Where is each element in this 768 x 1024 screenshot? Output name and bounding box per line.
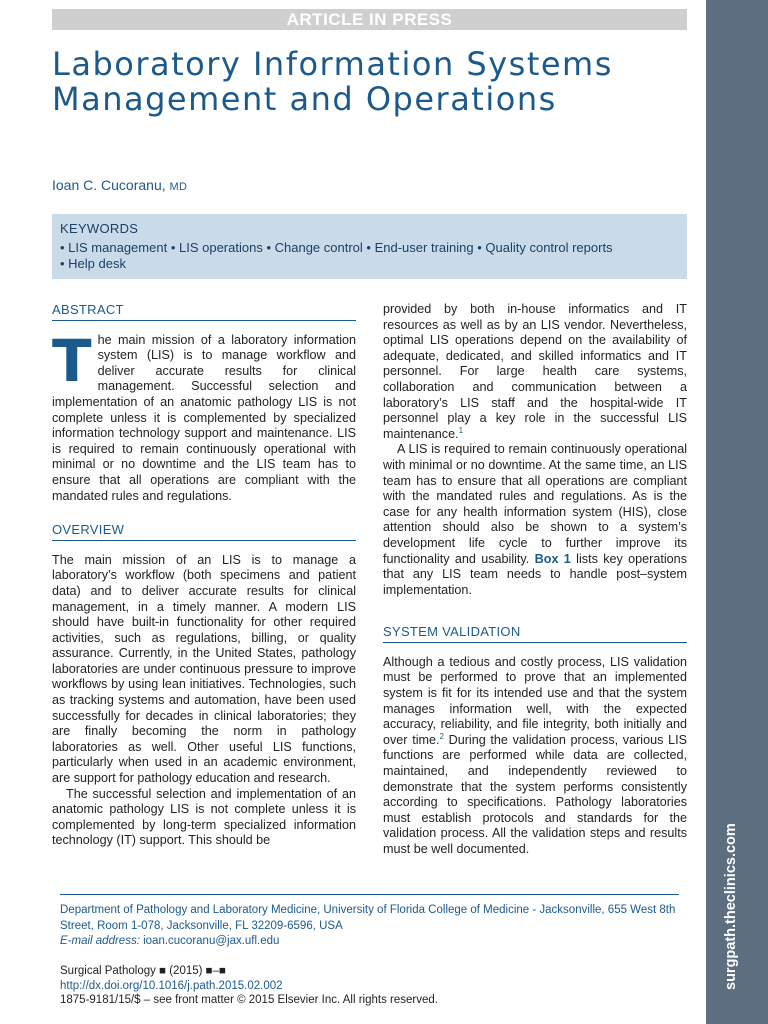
email-line	[60, 934, 679, 950]
abstract-paragraph	[52, 326, 356, 505]
keyword-item: • End-user training	[366, 240, 473, 255]
author-name: Ioan C. Cucoranu,	[52, 177, 166, 193]
journal-citation: Surgical Pathology ■ (2015) ■–■	[60, 964, 226, 977]
abstract-text: he main mission of a laboratory information system (LIS) is to manage workflow and deliver accurate results for clinical management. Successful selection and implementation of an anatomic pathology LIS is not complete unless it is complemented by specialized information technology support and maintenance. LIS is required to remain continuously operational with minimal or no downtime and the LIS team has to ensure that all operations are compliant with the mandated rules and regulations.	[52, 332, 356, 503]
right-paragraph-2-text: A LIS is required to remain continuously operational with minimal or no downtime. At the same time, an LIS team has to ensure that all operations are compliant with the mandated rules and regulations. As is the case for any health information system (HIS), close attention should also be shown to a system’s development life cycle to further improve its functionality and usability.	[383, 442, 687, 566]
overview-paragraph-2: The successful selection and implementation of an anatomic pathology LIS is not complete unless it is complemented by long-term specialized information technology (IT) support. This should be	[52, 786, 356, 848]
keyword-item: • LIS operations	[171, 240, 263, 255]
validation-paragraph	[383, 655, 687, 858]
affiliation: Department of Pathology and Laboratory Medicine, University of Florida College of Medicine - Jacksonville, 655 West 8th Street, Room 1-078, Jacksonville, FL 32209-6596, USA	[60, 904, 676, 932]
overview-heading: OVERVIEW	[52, 522, 356, 541]
right-paragraph-1	[383, 302, 687, 442]
validation-text-start: Although a tedious and costly process, LIS validation must be performed to prove that an implemented system is fit for its intended use and that the system manages information well, with the expected accuracy, reliability, and file integrity, both initially and over time.	[383, 654, 687, 747]
reference-1-link[interactable]: 1	[458, 425, 464, 435]
author-degree: MD	[169, 181, 188, 193]
abstract-heading: ABSTRACT	[52, 302, 356, 321]
box-1-link[interactable]: Box 1	[534, 551, 571, 566]
left-column	[52, 302, 356, 849]
keyword-item: • LIS management	[60, 240, 167, 255]
keywords-list	[60, 240, 679, 272]
validation-heading: SYSTEM VALIDATION	[383, 624, 687, 643]
article-footer	[60, 894, 679, 1008]
doi-link[interactable]: http://dx.doi.org/10.1016/j.path.2015.02.002	[60, 979, 283, 992]
email-label: E-mail address:	[60, 935, 140, 947]
overview-paragraph-1: The main mission of an LIS is to manage a laboratory’s workflow (both specimens and patient data) and to deliver accurate results for clinical management, in a timely manner. A modern LIS should have built-in functionality for other required activities, such as regulations, billing, or quality assurance. Currently, in the United States, pathology laboratories are under continuous pressure to improve workflows by using lean initiatives. Technologies, such as tracking systems and automation, have been used successfully for decades in clinical laboratories; they are finally becoming the norm in pathology laboratories as well. Other useful LIS functions, particularly when used in an academic environment, are support for pathology education and research.	[52, 552, 356, 786]
reference-2-link[interactable]: 2	[439, 731, 444, 741]
article-in-press-banner: ARTICLE IN PRESS	[52, 9, 687, 30]
author-line	[52, 177, 187, 193]
journal-website-label: surgpath.theclinics.com	[723, 823, 739, 990]
validation-text-end: During the validation process, various LIS functions are performed while data are collected, maintained, and independently reviewed to demonstrate that the system performs consistently according to specifications. Pathology laboratories must establish protocols and standards for the validation process. All the validation steps and results must be well documented.	[383, 732, 687, 856]
email-address[interactable]: ioan.cucoranu@jax.ufl.edu	[143, 935, 280, 947]
article-title: Laboratory Information Systems Management and Operations	[52, 45, 613, 118]
right-column	[383, 302, 687, 858]
right-paragraph-1-text: provided by both in-house informatics and IT resources as well as by an LIS vendor. Nevertheless, optimal LIS operations depend on the availability of adequate, dedicated, and skilled informatics and IT personnel. For large health care systems, collaboration and communication between a laboratory’s LIS staff and the hospital-wide IT personnel play a key role in the successful LIS maintenance.	[383, 302, 687, 441]
side-strip	[706, 0, 768, 1024]
keyword-item: • Quality control reports	[477, 240, 612, 255]
right-paragraph-2-end: lists key operations that any LIS team needs to handle post–system implementation.	[383, 551, 687, 597]
keywords-box	[52, 214, 687, 279]
right-paragraph-2	[383, 442, 687, 598]
keywords-heading: KEYWORDS	[60, 221, 139, 236]
keyword-item: • Help desk	[60, 256, 126, 271]
keyword-item: • Change control	[266, 240, 362, 255]
drop-cap: T	[52, 326, 92, 395]
copyright-line: 1875-9181/15/$ – see front matter © 2015 Elsevier Inc. All rights reserved.	[60, 993, 438, 1006]
